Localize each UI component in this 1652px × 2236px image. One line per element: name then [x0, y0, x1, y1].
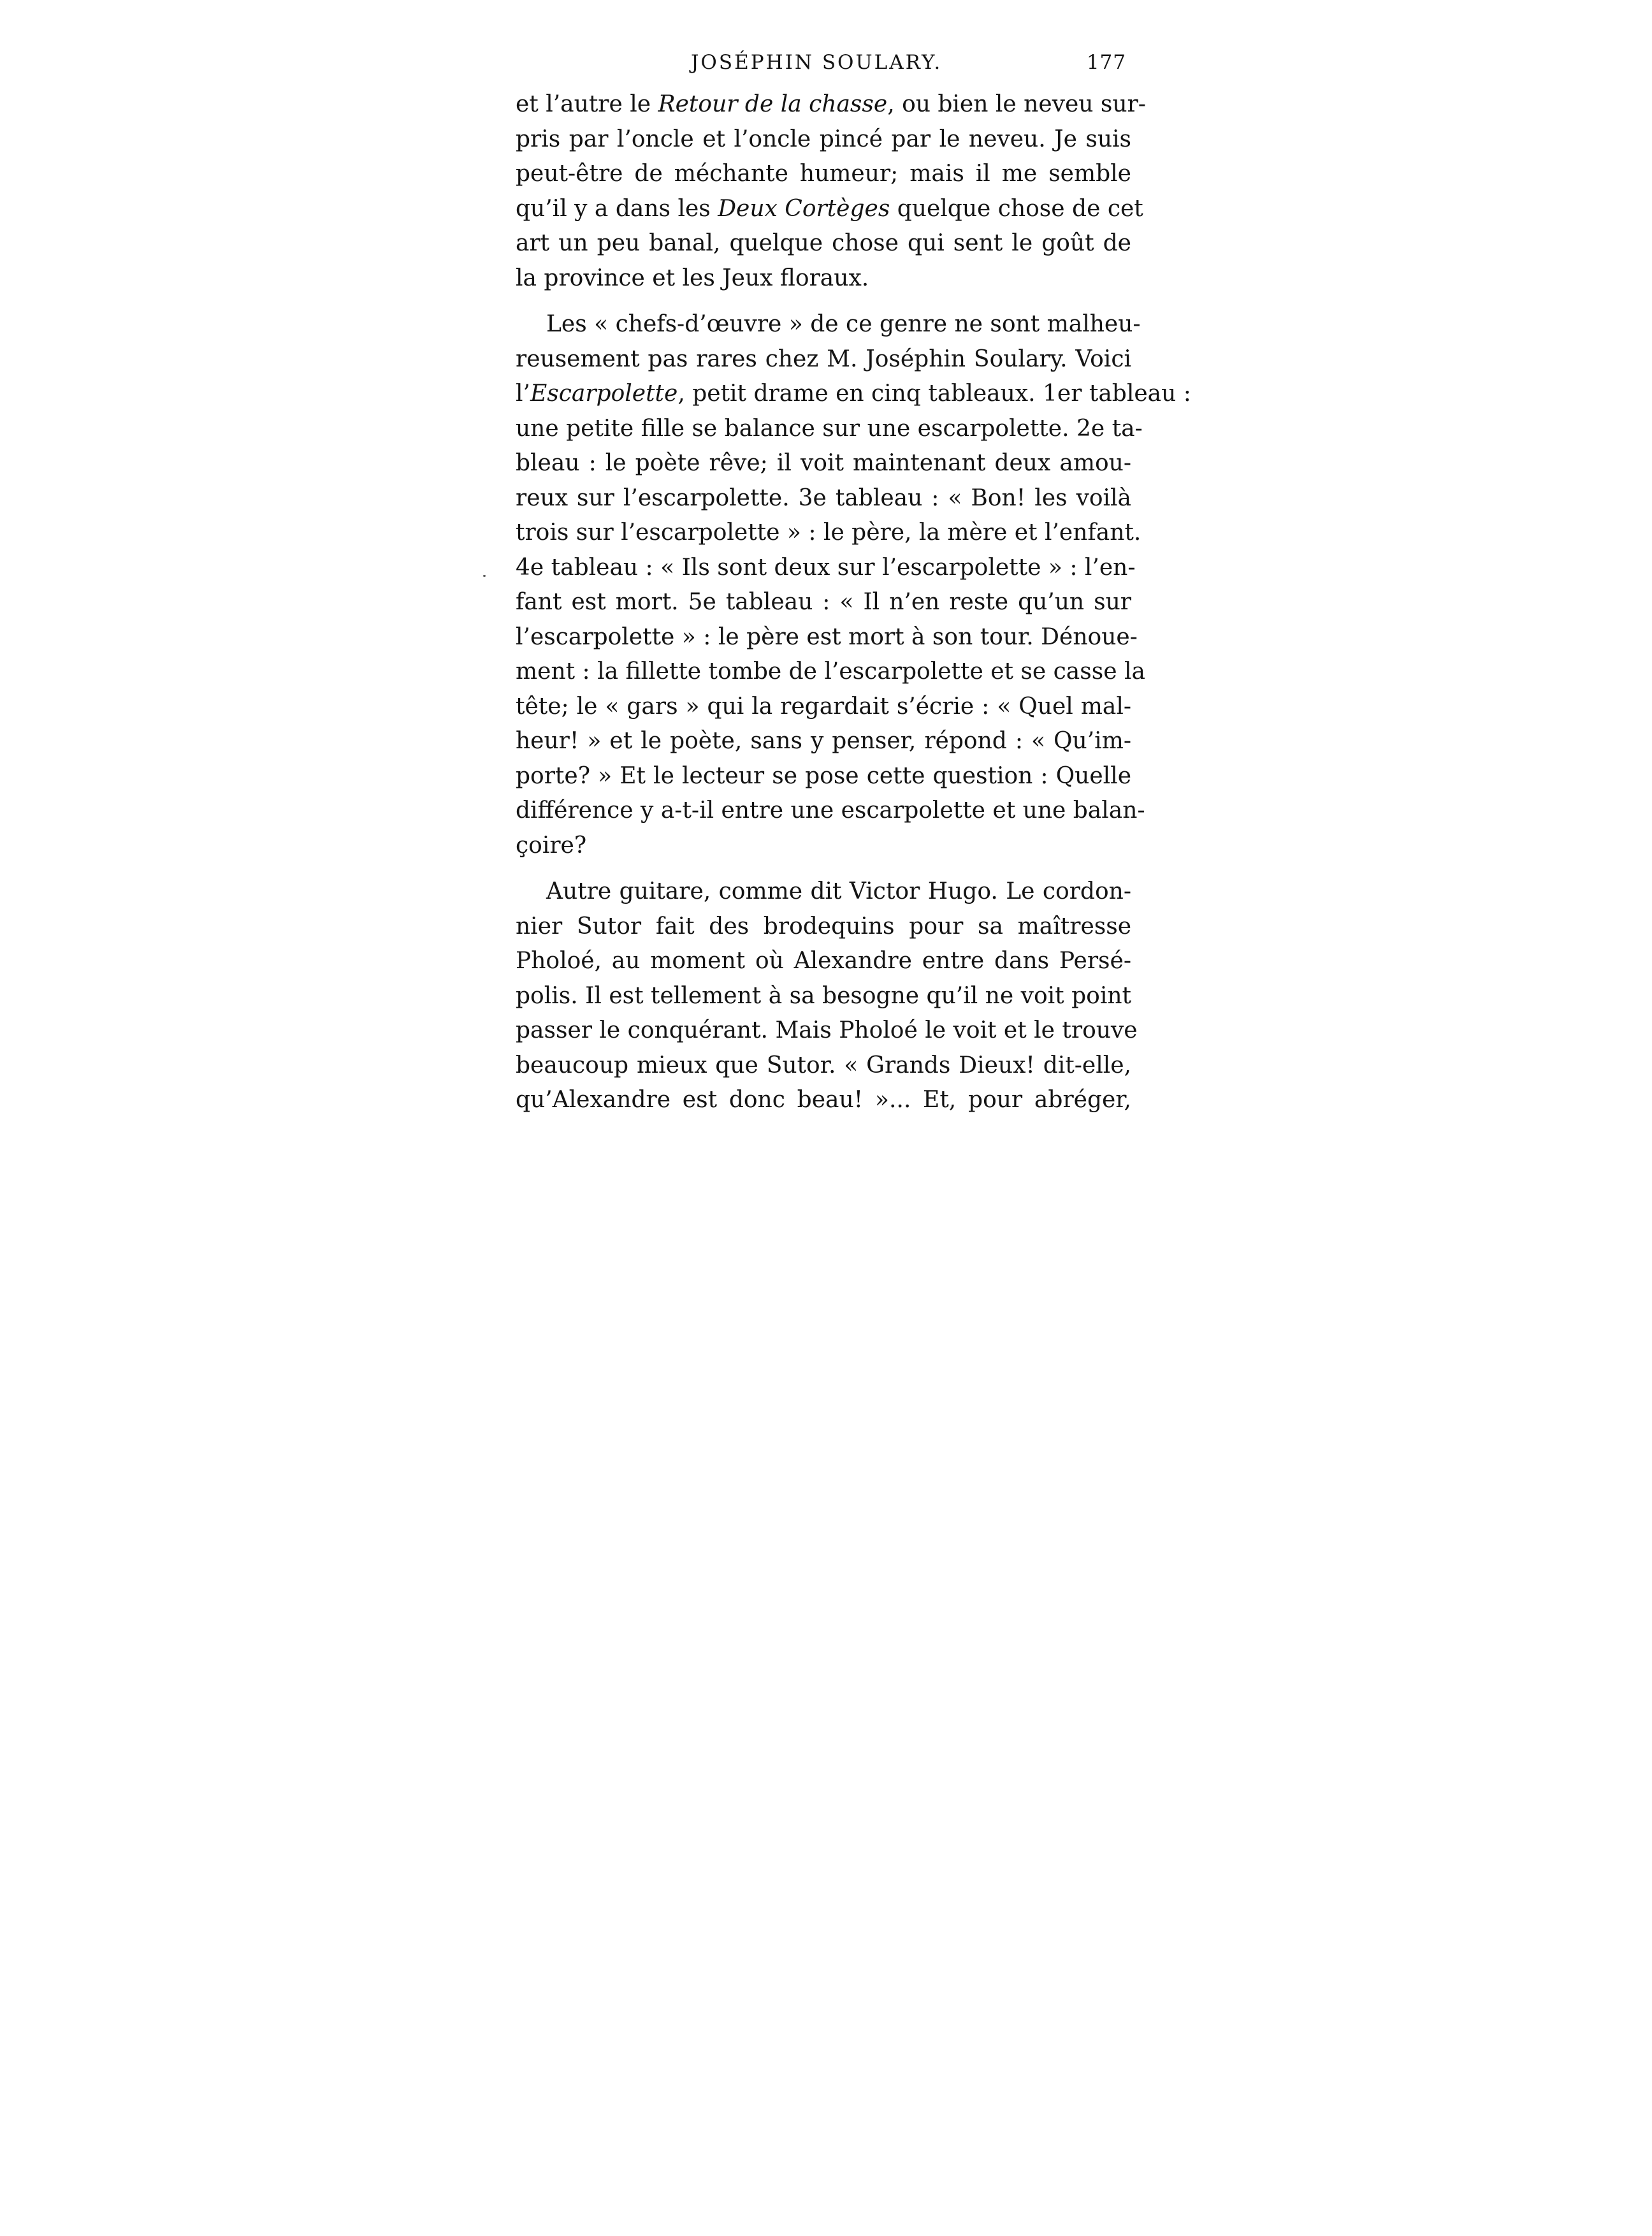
text-run: et l’autre le	[516, 91, 658, 117]
text-line	[516, 192, 1143, 227]
text-run: la province et les Jeux floraux.	[516, 265, 869, 291]
italic-title: Deux Cortèges	[718, 195, 890, 222]
text-run: reusement pas rares chez M. Joséphin Soulary. Voici	[516, 345, 1131, 372]
text-run: passer le conquérant. Mais Pholoé le voit et le trouve	[516, 1017, 1138, 1043]
text-line	[516, 446, 1131, 481]
text-run: heur! » et le poète, sans y penser, répond : « Qu’im-	[516, 728, 1131, 754]
text-line	[516, 342, 1131, 377]
text-run: beaucoup mieux que Sutor. « Grands Dieux! dit-elle,	[516, 1052, 1131, 1078]
text-run: porte? » Et le lecteur se pose cette question : Quelle	[516, 762, 1131, 789]
page-number: 177	[1086, 51, 1126, 74]
paragraph-gap	[516, 296, 1131, 307]
text-line	[516, 307, 1141, 342]
text-line	[516, 226, 1131, 261]
text-run: reux sur l’escarpolette. 3e tableau : « Bon! les voilà	[516, 484, 1131, 511]
text-line	[516, 910, 1131, 945]
text-line	[516, 377, 1191, 412]
text-line	[516, 87, 1146, 122]
running-title: JOSÉPHIN SOULARY.	[691, 51, 943, 74]
text-line	[516, 794, 1145, 829]
text-run: art un peu banal, quelque chose qui sent le goût de	[516, 230, 1131, 256]
text-run: l’	[516, 381, 530, 407]
page-header	[516, 46, 1131, 79]
paragraph	[516, 307, 1191, 863]
text-run: qu’il y a dans les	[516, 195, 718, 222]
text-run: une petite fille se balance sur une escarpolette. 2e ta-	[516, 415, 1143, 442]
text-line	[516, 655, 1145, 690]
text-run: différence y a-t-il entre une escarpolette et une balan-	[516, 797, 1145, 824]
text-line	[516, 481, 1131, 516]
text-run: 4e tableau : « Ils sont deux sur l’escarpolette » : l’en-	[516, 554, 1136, 581]
text-line	[516, 620, 1138, 655]
margin-speck	[483, 575, 486, 577]
paragraph-gap	[516, 863, 1131, 875]
text-run: ment : la fillette tombe de l’escarpolette et se casse la	[516, 658, 1145, 685]
text-line	[516, 412, 1143, 447]
text-run: Les « chefs-d’œuvre » de ce genre ne sont malheu-	[546, 311, 1141, 337]
text-run: , ou bien le neveu sur-	[887, 91, 1146, 117]
text-line	[516, 1013, 1138, 1049]
text-run: bleau : le poète rêve; il voit maintenant deux amou-	[516, 450, 1131, 476]
body-text	[516, 87, 1191, 1118]
text-run: qu’Alexandre est donc beau! »... Et, pour abréger,	[516, 1087, 1131, 1113]
text-line	[516, 122, 1131, 157]
text-run: , petit drame en cinq tableaux. 1er tableau :	[677, 381, 1191, 407]
text-line	[516, 979, 1131, 1014]
text-run: polis. Il est tellement à sa besogne qu’il ne voit point	[516, 982, 1131, 1009]
text-line	[516, 1049, 1131, 1084]
text-run: fant est mort. 5e tableau : « Il n’en reste qu’un sur	[516, 589, 1131, 615]
text-run: Autre guitare, comme dit Victor Hugo. Le cordon-	[546, 878, 1131, 904]
text-line	[516, 759, 1131, 794]
text-run: pris par l’oncle et l’oncle pincé par le neveu. Je suis	[516, 126, 1131, 152]
italic-title: Escarpolette	[530, 381, 678, 407]
text-line	[516, 261, 1131, 296]
text-run: nier Sutor fait des brodequins pour sa maîtresse	[516, 913, 1131, 940]
text-line	[516, 585, 1131, 620]
text-line	[516, 551, 1136, 586]
italic-title: Retour de la chasse	[658, 91, 888, 117]
text-line	[516, 944, 1131, 979]
text-line	[516, 724, 1131, 759]
text-run: quelque chose de cet	[890, 195, 1143, 222]
text-line	[516, 1083, 1131, 1118]
text-run: peut-être de méchante humeur; mais il me semble	[516, 161, 1131, 187]
text-line	[516, 829, 1131, 864]
text-line	[516, 875, 1131, 910]
text-run: çoire?	[516, 832, 587, 859]
text-run: tête; le « gars » qui la regardait s’écrie : « Quel mal-	[516, 693, 1131, 720]
text-line	[516, 157, 1131, 192]
text-run: Pholoé, au moment où Alexandre entre dans Persé-	[516, 948, 1131, 974]
text-run: trois sur l’escarpolette » : le père, la mère et l’enfant.	[516, 519, 1141, 546]
paragraph	[516, 875, 1138, 1118]
text-run: l’escarpolette » : le père est mort à son tour. Dénoue-	[516, 623, 1138, 650]
paragraph	[516, 87, 1146, 296]
text-line	[516, 516, 1141, 551]
text-line	[516, 690, 1131, 725]
